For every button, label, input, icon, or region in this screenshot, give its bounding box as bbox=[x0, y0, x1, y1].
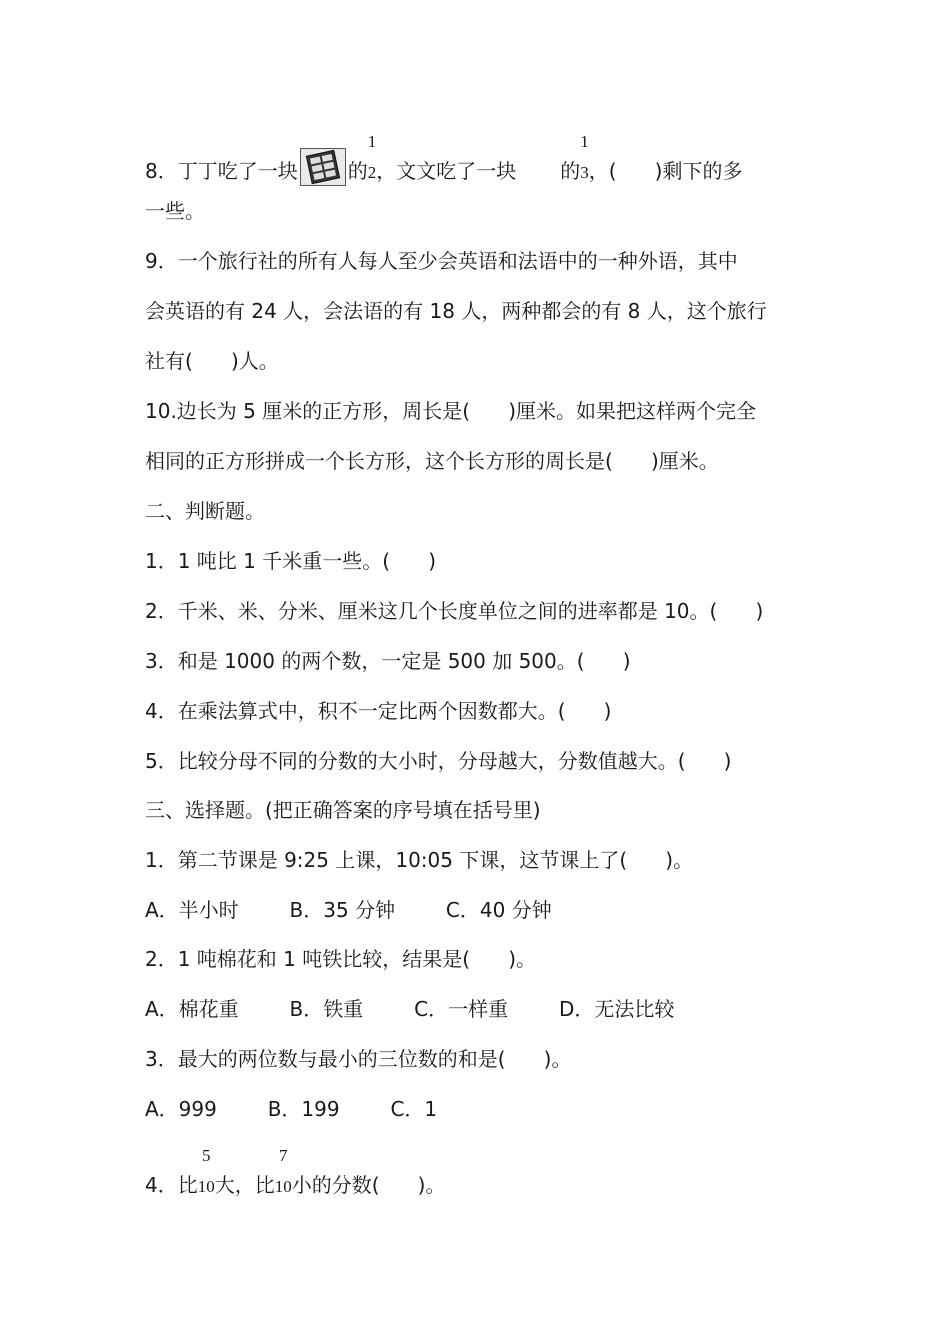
q8-text-a: 8．丁丁吃了一块 bbox=[145, 159, 298, 183]
question-10-line-2: 相同的正方形拼成一个长方形，这个长方形的周长是( )厘米。 bbox=[145, 449, 719, 473]
q8-text-b: ，文文吃了一块 bbox=[376, 159, 517, 183]
q4-fraction-2 bbox=[274, 1146, 292, 1200]
choice-question-3: 3．最大的两位数与最小的三位数的和是( )。 bbox=[145, 1047, 572, 1071]
fraction-denominator: 3 bbox=[580, 163, 589, 182]
choice-question-1: 1．第二节课是 9:25 上课，10:05 下课，这节课上了( )。 bbox=[145, 848, 694, 872]
fraction-denominator: 2 bbox=[367, 163, 377, 182]
q8-text-c: 的 bbox=[560, 159, 581, 183]
section-3-title: 三、选择题。(把正确答案的序号填在括号里) bbox=[145, 798, 541, 822]
q8-fraction-1 bbox=[367, 132, 377, 186]
choice-question-1-options: A．半小时 B．35 分钟 C．40 分钟 bbox=[145, 898, 552, 922]
judge-item-5: 5．比较分母不同的分数的大小时，分母越大，分数值越大。( ) bbox=[145, 749, 732, 773]
question-8-line-1 bbox=[145, 132, 743, 186]
judge-item-1: 1．1 吨比 1 千米重一些。( ) bbox=[145, 549, 436, 573]
q8-fraction-2 bbox=[580, 132, 589, 186]
q8-text-d: ，( )剩下的多 bbox=[588, 159, 743, 183]
q4-fraction-1 bbox=[197, 1146, 215, 1200]
choice-question-4 bbox=[145, 1146, 446, 1200]
chocolate-bar-image bbox=[300, 148, 346, 186]
judge-item-3: 3．和是 1000 的两个数，一定是 500 加 500。( ) bbox=[145, 649, 631, 673]
fraction-denominator: 10 bbox=[274, 1177, 292, 1196]
q4-text-a: 4．比 bbox=[145, 1173, 198, 1197]
question-9-line-3: 社有( )人。 bbox=[145, 349, 279, 373]
fraction-numerator: 1 bbox=[580, 132, 589, 151]
fraction-numerator: 7 bbox=[278, 1146, 288, 1165]
choice-question-2: 2．1 吨棉花和 1 吨铁比较，结果是( )。 bbox=[145, 947, 536, 971]
q8-text-c1: 的 bbox=[347, 159, 368, 183]
question-10-line-1: 10.边长为 5 厘米的正方形，周长是( )厘米。如果把这样两个完全 bbox=[145, 399, 756, 423]
choice-question-2-options: A．棉花重 B．铁重 C．一样重 D．无法比较 bbox=[145, 997, 675, 1021]
section-2-title: 二、判断题。 bbox=[145, 499, 265, 523]
fraction-denominator: 10 bbox=[197, 1177, 215, 1196]
q4-text-b: 大，比 bbox=[214, 1173, 275, 1197]
q4-text-c: 小的分数( )。 bbox=[291, 1173, 446, 1197]
choice-question-3-options: A．999 B．199 C．1 bbox=[145, 1097, 438, 1121]
question-9-line-2: 会英语的有 24 人，会法语的有 18 人，两种都会的有 8 人，这个旅行 bbox=[145, 299, 767, 323]
question-9-line-1: 9．一个旅行社的所有人每人至少会英语和法语中的一种外语，其中 bbox=[145, 249, 738, 273]
question-8-line-2: 一些。 bbox=[145, 199, 205, 223]
judge-item-4: 4．在乘法算式中，积不一定比两个因数都大。( ) bbox=[145, 699, 612, 723]
fraction-numerator: 1 bbox=[367, 132, 377, 151]
fraction-numerator: 5 bbox=[201, 1146, 211, 1165]
judge-item-2: 2．千米、米、分米、厘米这几个长度单位之间的进率都是 10。( ) bbox=[145, 599, 764, 623]
